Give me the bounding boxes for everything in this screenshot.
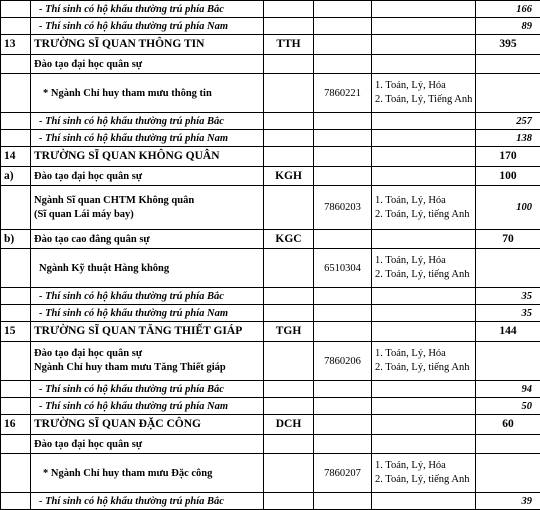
subject-combination-cell (372, 305, 476, 322)
major-code: 6510304 (324, 263, 361, 274)
program-name-line: Ngành Chỉ huy tham mưu Tăng Thiết giáp (34, 361, 260, 375)
school-code-cell (264, 415, 314, 435)
row-index-cell (1, 130, 31, 147)
row-index-cell (1, 342, 31, 381)
school-code-cell (264, 167, 314, 186)
program-name-cell (31, 74, 264, 113)
program-name-cell (31, 249, 264, 288)
program-name-cell (31, 415, 264, 435)
program-name-cell (31, 113, 264, 130)
school-code-cell (264, 35, 314, 55)
row-index-cell (1, 398, 31, 415)
major-code-cell (314, 113, 372, 130)
quota-cell (476, 415, 540, 435)
row-index: b) (4, 233, 14, 245)
subject-combination-cell (372, 55, 476, 74)
quota-cell (476, 230, 540, 249)
row-index-cell (1, 35, 31, 55)
table-row (1, 322, 540, 342)
subject-combination: 1. Toán, Lý, Hóa (375, 347, 472, 361)
program-name: * Ngành Chỉ huy tham mưu thông tin (43, 88, 212, 99)
program-name-cell (31, 230, 264, 249)
major-code-cell (314, 415, 372, 435)
quota-value: 138 (516, 133, 532, 144)
table-row (1, 342, 540, 381)
subject-combination-cell (372, 147, 476, 167)
program-name: Ngành Kỹ thuật Hàng không (39, 263, 169, 274)
school-code-cell (264, 305, 314, 322)
subject-combination-cell (372, 435, 476, 454)
quota-cell (476, 454, 540, 493)
quota-cell (476, 167, 540, 186)
program-name-cell (31, 454, 264, 493)
school-code-cell (264, 74, 314, 113)
program-name-cell (31, 342, 264, 381)
row-index-cell (1, 55, 31, 74)
program-name: - Thí sinh có hộ khẩu thường trú phía Bắc (39, 496, 224, 507)
school-code: KGH (275, 170, 302, 182)
program-name: Đào tạo đại học quân sự (34, 171, 142, 182)
program-name-cell (31, 35, 264, 55)
row-index-cell (1, 415, 31, 435)
subject-combination: 1. Toán, Lý, Hóa (375, 254, 472, 268)
subject-combination: 1. Toán, Lý, Hóa (375, 194, 472, 208)
program-name: * Ngành Chỉ huy tham mưu Đặc công (43, 468, 212, 479)
table-row (1, 186, 540, 230)
subject-combination-cell (372, 249, 476, 288)
program-name: - Thí sinh có hộ khẩu thường trú phía Nam (39, 21, 228, 32)
program-name-cell (31, 186, 264, 230)
school-code-cell (264, 230, 314, 249)
quota-cell (476, 305, 540, 322)
program-name-cell (31, 493, 264, 510)
table-row (1, 147, 540, 167)
subject-combination-cell (372, 230, 476, 249)
subject-combination-cell (372, 1, 476, 18)
table-row (1, 381, 540, 398)
quota-value: 50 (522, 401, 533, 412)
major-code-cell (314, 249, 372, 288)
school-code-cell (264, 186, 314, 230)
row-index: 15 (4, 325, 16, 337)
table-row (1, 288, 540, 305)
row-index-cell (1, 493, 31, 510)
major-code-cell (314, 342, 372, 381)
program-name: - Thí sinh có hộ khẩu thường trú phía Nam (39, 401, 228, 412)
table-row (1, 167, 540, 186)
school-code: DCH (276, 418, 302, 430)
quota-cell (476, 147, 540, 167)
program-name: - Thí sinh có hộ khẩu thường trú phía Bắc (39, 291, 224, 302)
table-row (1, 74, 540, 113)
program-name: TRƯỜNG SĨ QUAN ĐẶC CÔNG (34, 418, 201, 430)
program-name: - Thí sinh có hộ khẩu thường trú phía Bắc (39, 4, 224, 15)
program-name-cell (31, 1, 264, 18)
table-row (1, 130, 540, 147)
subject-combination-cell (372, 398, 476, 415)
school-code-cell (264, 381, 314, 398)
quota-cell (476, 74, 540, 113)
major-code-cell (314, 74, 372, 113)
quota-cell (476, 493, 540, 510)
row-index-cell (1, 18, 31, 35)
quota-cell (476, 1, 540, 18)
row-index-cell (1, 435, 31, 454)
major-code-cell (314, 130, 372, 147)
school-code-cell (264, 288, 314, 305)
table-row (1, 230, 540, 249)
program-name: - Thí sinh có hộ khẩu thường trú phía Bắc (39, 116, 224, 127)
school-code-cell (264, 342, 314, 381)
subject-combination-cell (372, 74, 476, 113)
row-index-cell (1, 381, 31, 398)
major-code-cell (314, 305, 372, 322)
major-code-cell (314, 398, 372, 415)
row-index-cell (1, 230, 31, 249)
subject-combination-cell (372, 167, 476, 186)
subject-combination-cell (372, 415, 476, 435)
quota-cell (476, 398, 540, 415)
quota-cell (476, 35, 540, 55)
row-index-cell (1, 249, 31, 288)
program-name-cell (31, 435, 264, 454)
table-body (1, 1, 540, 510)
table-row (1, 493, 540, 510)
quota-value: 35 (522, 291, 533, 302)
major-code-cell (314, 493, 372, 510)
subject-combination-cell (372, 342, 476, 381)
quota-cell (476, 249, 540, 288)
program-name-line: Đào tạo đại học quân sự (34, 347, 260, 361)
major-code: 7860206 (324, 356, 361, 367)
program-name-line: (Sĩ quan Lái máy bay) (34, 208, 260, 222)
program-name: - Thí sinh có hộ khẩu thường trú phía Nam (39, 308, 228, 319)
program-name-cell (31, 167, 264, 186)
program-name-cell (31, 130, 264, 147)
table-row (1, 18, 540, 35)
row-index-cell (1, 113, 31, 130)
quota-value: 257 (516, 116, 532, 127)
major-code-cell (314, 381, 372, 398)
program-name-cell (31, 398, 264, 415)
quota-value: 94 (522, 384, 533, 395)
school-code-cell (264, 249, 314, 288)
row-index-cell (1, 74, 31, 113)
major-code: 7860221 (324, 88, 361, 99)
quota-cell (476, 322, 540, 342)
subject-combination-cell (372, 186, 476, 230)
row-index-cell (1, 167, 31, 186)
subject-combination: 2. Toán, Lý, tiếng Anh (375, 208, 472, 222)
school-code-cell (264, 493, 314, 510)
subject-combination-cell (372, 18, 476, 35)
program-name-cell (31, 381, 264, 398)
program-name: - Thí sinh có hộ khẩu thường trú phía Nam (39, 133, 228, 144)
school-code: TTH (276, 38, 300, 50)
major-code-cell (314, 35, 372, 55)
quota-value: 395 (499, 38, 516, 50)
major-code: 7860207 (324, 468, 361, 479)
major-code-cell (314, 167, 372, 186)
program-name: TRƯỜNG SĨ QUAN THÔNG TIN (34, 38, 204, 50)
row-index: a) (4, 170, 14, 182)
subject-combination: 2. Toán, Lý, Tiếng Anh (375, 93, 472, 107)
quota-value: 170 (499, 150, 516, 162)
major-code-cell (314, 18, 372, 35)
table-row (1, 398, 540, 415)
subject-combination-cell (372, 130, 476, 147)
row-index-cell (1, 186, 31, 230)
program-name: TRƯỜNG SĨ QUAN KHÔNG QUÂN (34, 150, 220, 162)
program-name: Đào tạo cao đẳng quân sự (34, 234, 150, 245)
quota-cell (476, 435, 540, 454)
major-code-cell (314, 288, 372, 305)
major-code-cell (314, 322, 372, 342)
major-code-cell (314, 435, 372, 454)
quota-value: 166 (516, 4, 532, 15)
subject-combination-cell (372, 288, 476, 305)
school-code: TGH (276, 325, 302, 337)
quota-cell (476, 288, 540, 305)
quota-value: 39 (522, 496, 533, 507)
subject-combination-cell (372, 322, 476, 342)
major-code-cell (314, 147, 372, 167)
quota-cell (476, 342, 540, 381)
quota-value: 70 (502, 233, 514, 245)
subject-combination: 1. Toán, Lý, Hóa (375, 79, 472, 93)
school-code-cell (264, 454, 314, 493)
subject-combination: 2. Toán, Lý, tiếng Anh (375, 268, 472, 282)
program-name-cell (31, 322, 264, 342)
program-name-cell (31, 55, 264, 74)
school-code-cell (264, 130, 314, 147)
subject-combination-cell (372, 454, 476, 493)
row-index-cell (1, 322, 31, 342)
major-code-cell (314, 1, 372, 18)
quota-value: 100 (499, 170, 516, 182)
school-code-cell (264, 435, 314, 454)
major-code-cell (314, 230, 372, 249)
row-index-cell (1, 305, 31, 322)
program-name: Đào tạo đại học quân sự (34, 59, 142, 70)
program-name-line: Ngành Sĩ quan CHTM Không quân (34, 194, 260, 208)
quota-value: 100 (516, 202, 532, 213)
table-row (1, 113, 540, 130)
quota-value: 35 (522, 308, 533, 319)
school-code-cell (264, 113, 314, 130)
program-name: - Thí sinh có hộ khẩu thường trú phía Bắc (39, 384, 224, 395)
table-row (1, 249, 540, 288)
subject-combination-cell (372, 35, 476, 55)
subject-combination-cell (372, 493, 476, 510)
school-code-cell (264, 55, 314, 74)
subject-combination: 1. Toán, Lý, Hóa (375, 459, 472, 473)
row-index: 13 (4, 38, 16, 50)
program-name-cell (31, 288, 264, 305)
quota-cell (476, 130, 540, 147)
school-code-cell (264, 18, 314, 35)
school-code-cell (264, 147, 314, 167)
row-index-cell (1, 454, 31, 493)
table-row (1, 454, 540, 493)
row-index-cell (1, 288, 31, 305)
quota-cell (476, 381, 540, 398)
school-code-cell (264, 322, 314, 342)
table-row (1, 305, 540, 322)
table-row (1, 415, 540, 435)
school-code: KGC (275, 233, 301, 245)
subject-combination-cell (372, 113, 476, 130)
table-row (1, 55, 540, 74)
major-code-cell (314, 186, 372, 230)
program-name-cell (31, 18, 264, 35)
major-code-cell (314, 55, 372, 74)
row-index-cell (1, 147, 31, 167)
table-row (1, 435, 540, 454)
program-name-cell (31, 147, 264, 167)
row-index: 16 (4, 418, 16, 430)
major-code-cell (314, 454, 372, 493)
quota-cell (476, 186, 540, 230)
quota-cell (476, 18, 540, 35)
school-code-cell (264, 398, 314, 415)
program-name: Đào tạo đại học quân sự (34, 439, 142, 450)
subject-combination: 2. Toán, Lý, tiếng Anh (375, 473, 472, 487)
table-row (1, 35, 540, 55)
quota-value: 89 (522, 21, 533, 32)
row-index-cell (1, 1, 31, 18)
program-name-cell (31, 305, 264, 322)
major-code: 7860203 (324, 202, 361, 213)
row-index: 14 (4, 150, 16, 162)
quota-cell (476, 55, 540, 74)
school-code-cell (264, 1, 314, 18)
quota-value: 144 (499, 325, 516, 337)
quota-value: 60 (502, 418, 514, 430)
program-name: TRƯỜNG SĨ QUAN TĂNG THIẾT GIÁP (34, 325, 242, 337)
subject-combination-cell (372, 381, 476, 398)
subject-combination: 2. Toán, Lý, tiếng Anh (375, 361, 472, 375)
table-row (1, 1, 540, 18)
quota-cell (476, 113, 540, 130)
